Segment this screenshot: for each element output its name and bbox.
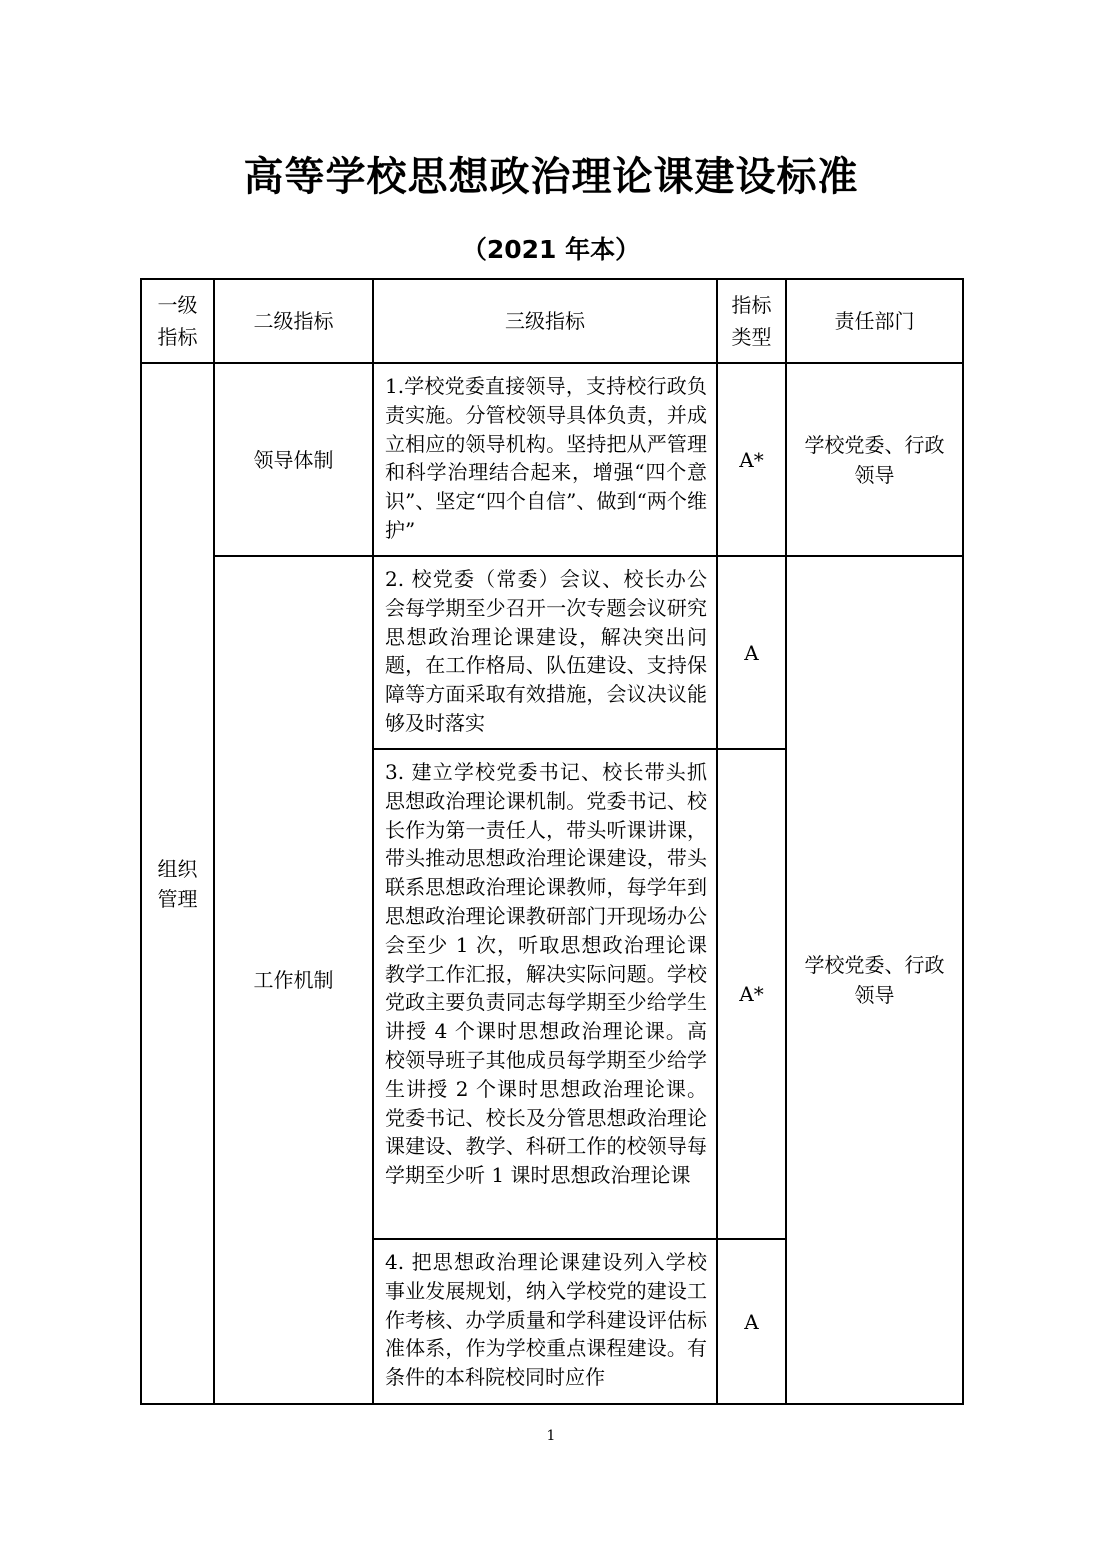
level3-cell: 3. 建立学校党委书记、校长带头抓思想政治理论课机制。党委书记、校长作为第一责任人，带头听课讲课，带头推动思想政治理论课建设，带头联系思想政治理论课教师，每学年到思想政治理论课教研部门开现场办公会至少 1 次，听取思想政治理论课教学工作汇报，解决实际问题。学校党政主要负责同志每学期至少给学生讲授 4 个课时思想政治理论课。高校领导班子其他成员每学期至少给学生讲授 2 个课时思想政治理论课。党委书记、校长及分管思想政治理论课建设、教学、科研工作的校领导每学期至少听 1 课时思想政治理论课 bbox=[373, 749, 717, 1239]
header-dept: 责任部门 bbox=[786, 279, 963, 363]
dept-cell: 学校党委、行政 领导 bbox=[786, 363, 963, 556]
document-subtitle: （2021 年本） bbox=[461, 235, 641, 264]
table-row bbox=[141, 363, 963, 556]
level3-cell: 4. 把思想政治理论课建设列入学校事业发展规划，纳入学校党的建设工作考核、办学质量和学科建设评估标准体系，作为学校重点课程建设。有条件的本科院校同时应作 bbox=[373, 1239, 717, 1404]
page-number: 1 bbox=[546, 1428, 556, 1444]
header-level1: 一级 指标 bbox=[141, 279, 214, 363]
level1-cell: 组织 管理 bbox=[141, 363, 214, 1404]
type-cell: A bbox=[717, 556, 786, 749]
standards-table bbox=[140, 278, 964, 1405]
header-type: 指标 类型 bbox=[717, 279, 786, 363]
header-level3: 三级指标 bbox=[373, 279, 717, 363]
level3-cell: 1.学校党委直接领导，支持校行政负责实施。分管校领导具体负责，并成立相应的领导机构。坚持把从严管理和科学治理结合起来，增强“四个意识”、坚定“四个自信”、做到“两个维护” bbox=[373, 363, 717, 556]
header-level2: 二级指标 bbox=[214, 279, 373, 363]
table-header-row bbox=[141, 279, 963, 363]
level2-cell: 工作机制 bbox=[214, 556, 373, 1404]
document-title: 高等学校思想政治理论课建设标准 bbox=[243, 154, 859, 200]
type-cell: A* bbox=[717, 749, 786, 1239]
level3-cell: 2. 校党委（常委）会议、校长办公会每学期至少召开一次专题会议研究思想政治理论课建设，解决突出问题，在工作格局、队伍建设、支持保障等方面采取有效措施，会议决议能够及时落实 bbox=[373, 556, 717, 749]
type-cell: A* bbox=[717, 363, 786, 556]
type-cell: A bbox=[717, 1239, 786, 1404]
level2-cell: 领导体制 bbox=[214, 363, 373, 556]
dept-cell: 学校党委、行政 领导 bbox=[786, 556, 963, 1404]
table-row bbox=[141, 556, 963, 749]
